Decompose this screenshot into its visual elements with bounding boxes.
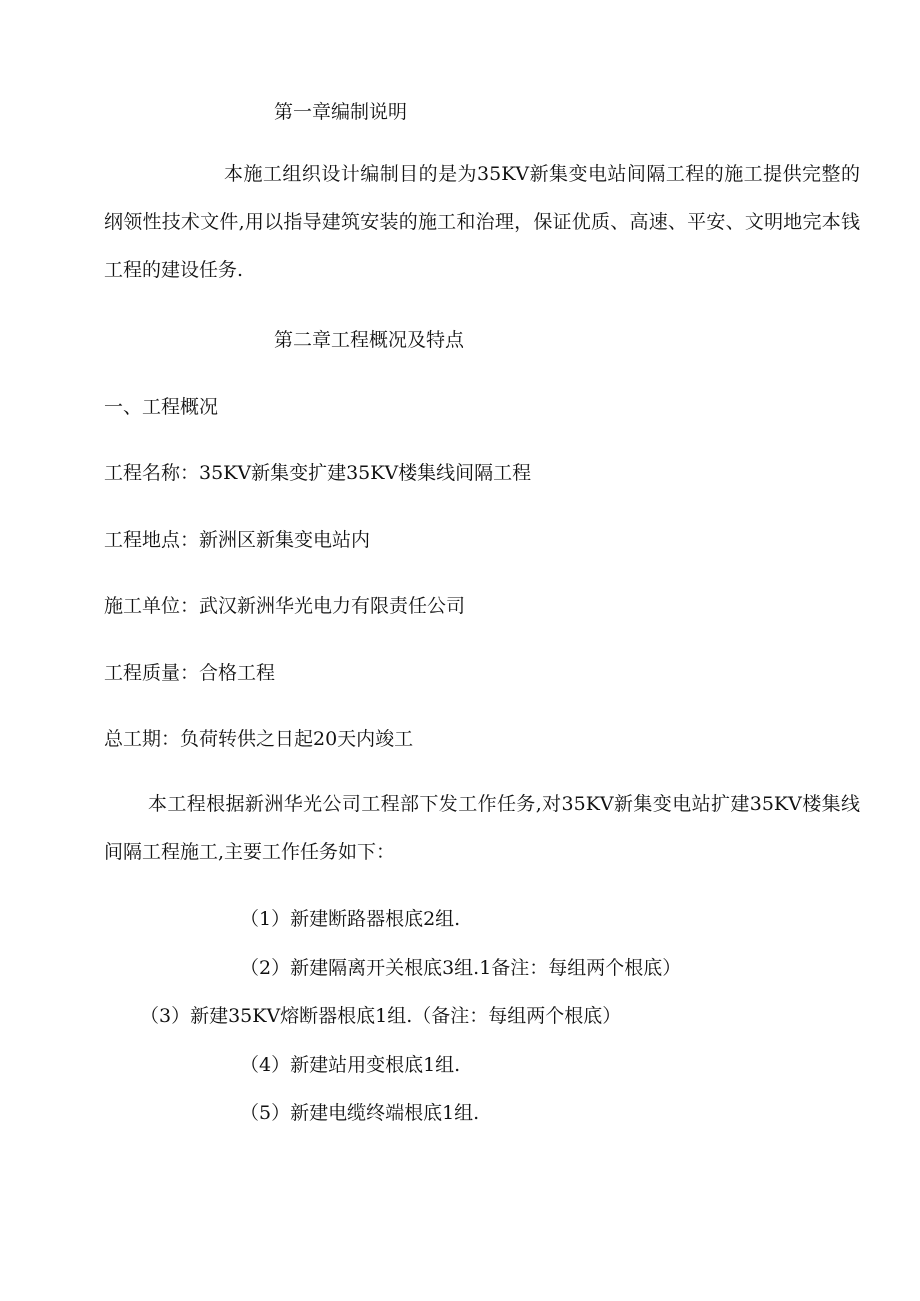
chapter2-title: 第二章工程概况及特点 <box>274 329 465 351</box>
chapter1-intro-paragraph: 本施工组织设计编制目的是为35KV新集变电站间隔工程的施工提供完整的纲领性技术文件,用以指导建筑安装的施工和治理，保证优质、高速、平安、文明地完本钱工程的建设任务. <box>104 163 860 281</box>
project-name-line: 工程名称：35KV新集变扩建35KV楼集线间隔工程 <box>104 462 532 484</box>
total-duration-line: 总工期：负荷转供之日起20天内竣工 <box>104 728 414 750</box>
construction-unit-line: 施工单位：武汉新洲华光电力有限责任公司 <box>104 595 466 617</box>
section1-heading: 一、工程概况 <box>104 396 219 418</box>
tasks-intro-paragraph: 本工程根据新洲华光公司工程部下发工作任务,对35KV新集变电站扩建35KV楼集线间隔工程施工,主要工作任务如下： <box>104 793 860 863</box>
chapter1-title: 第一章编制说明 <box>274 101 408 123</box>
task-item: （4）新建站用变根底1组. <box>240 1054 461 1076</box>
project-location-line: 工程地点：新洲区新集变电站内 <box>104 529 371 551</box>
task-item: （5）新建电缆终端根底1组. <box>240 1102 480 1124</box>
task-item: （1）新建断路器根底2组. <box>240 908 461 930</box>
project-quality-line: 工程质量：合格工程 <box>104 662 276 684</box>
task-item: （2）新建隔离开关根底3组.1备注：每组两个根底） <box>240 957 682 979</box>
task-item: （3）新建35KV熔断器根底1组.（备注：每组两个根底） <box>140 1005 622 1027</box>
